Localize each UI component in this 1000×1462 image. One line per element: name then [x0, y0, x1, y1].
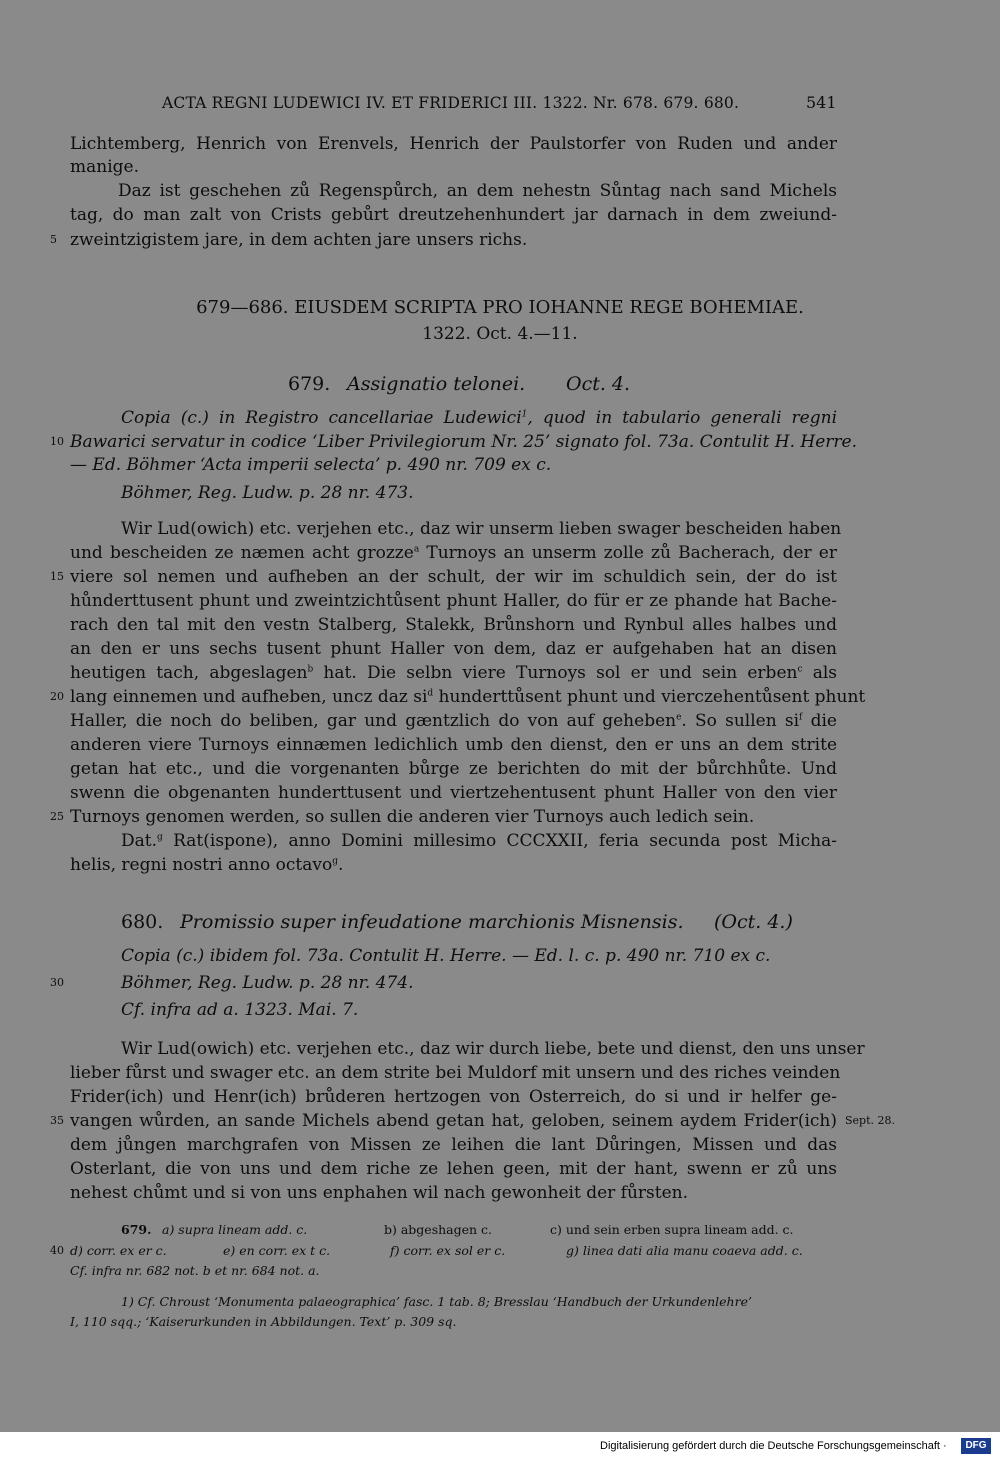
text-line: dem jůngen marchgrafen von Missen ze leihen die lant Důringen, Missen und das	[70, 1135, 837, 1155]
text-line: an den er uns sechs tusent phunt Haller von dem, daz er aufgehaben hat an disen	[70, 639, 837, 659]
text-line: lang einnemen und aufheben, uncz daz $si^d$ hunderttůsent phunt und vierczehentůsent phunt	[70, 687, 866, 707]
margin-date: Sept. 28.	[845, 1114, 895, 1127]
text-line: Frider(ich) und Henr(ich) brůderen hertzogen von Osterreich, do si und ir helfer ge-	[70, 1087, 837, 1107]
note-label: 679.	[121, 1222, 152, 1237]
doc-679-date: Oct. 4.	[566, 373, 631, 395]
text-line: tag, do man zalt von Crists gebůrt dreutzehenhundert jar darnach in dem zweiund-	[70, 205, 837, 225]
note: a) supra lineam add. c.	[162, 1222, 308, 1237]
source-line: Böhmer, Reg. Ludw. p. 28 nr. 474.	[121, 973, 414, 993]
source-line: Böhmer, Reg. Ludw. p. 28 nr. 473.	[121, 483, 414, 503]
text-line: Lichtemberg, Henrich von Erenvels, Henrich der Paulstorfer von Ruden und ander	[70, 134, 837, 154]
note: c) und sein erben supra lineam add. c.	[550, 1222, 794, 1237]
doc-680-date: (Oct. 4.)	[714, 911, 793, 933]
text-line: nehest chůmt und si von uns enphahen wil nach gewonheit der fůrsten.	[70, 1183, 689, 1203]
line-number: 35	[50, 1114, 64, 1127]
text-line: anderen viere Turnoys einnæmen ledichlich umb den dienst, den er uns an dem strite	[70, 735, 837, 755]
text-line: hůnderttusent phunt und zweintzichtůsent phunt Haller, do für er ze phande hat Bache-	[70, 591, 837, 611]
line-number: 40	[50, 1244, 64, 1257]
footnote: 1) Cf. Chroust ‘Monumenta palaeographica’ fasc. 1 tab. 8; Bresslau ‘Handbuch der Urkundenlehre’	[121, 1294, 752, 1309]
doc-679-title: Assignatio telonei.	[347, 373, 526, 395]
running-title: ACTA REGNI LUDEWICI IV. ET FRIDERICI III. 1322. Nr. 678. 679. 680.	[162, 94, 740, 112]
text-line: getan hat etc., und die vorgenanten bůrge ze berichten do mit der bůrchhůte. Und	[70, 759, 837, 779]
line-number: 25	[50, 810, 64, 823]
note: g) linea dati alia manu coaeva add. c.	[566, 1243, 803, 1258]
text-line: Osterlant, die von uns und dem riche ze lehen geen, mit der hant, swenn er zů uns	[70, 1159, 837, 1179]
text-line: lieber fůrst und swager etc. an dem strite bei Muldorf mit unsern und des riches veinden	[70, 1063, 841, 1083]
line-number: 10	[50, 435, 64, 448]
text-line: heutigen tach, abgeslagen$^b$ hat. Die selbn viere Turnoys sol er und sein erben$^c$ als	[70, 663, 837, 683]
section-title: 679—686. EIUSDEM SCRIPTA PRO IOHANNE REGE BOHEMIAE.	[196, 297, 804, 318]
doc-680-number: 680.	[121, 911, 164, 933]
note: e) en corr. ex t c.	[223, 1243, 331, 1258]
text-line: zweintzigistem jare, in dem achten jare unsers richs.	[70, 230, 528, 250]
footnote: I, 110 sqq.; ‘Kaiserurkunden in Abbildungen. Text’ p. 309 sq.	[70, 1314, 457, 1329]
page-number: 541	[806, 93, 837, 112]
text-line: Wir Lud(owich) etc. verjehen etc., daz wir durch liebe, bete und dienst, den uns unser	[121, 1039, 865, 1059]
line-number: 30	[50, 976, 64, 989]
text-line: viere sol nemen und aufheben an der schult, der wir im schuldich sein, der do ist	[70, 567, 837, 587]
dfg-logo: DFG	[961, 1438, 991, 1454]
source-line: — Ed. Böhmer ‘Acta imperii selecta’ p. 490 nr. 709 ex c.	[70, 455, 552, 475]
source-line: Copia (c.) in Registro cancellariae Ludewici$^1$, quod in tabulario generali regni	[121, 408, 837, 428]
note: Cf. infra nr. 682 not. b et nr. 684 not. a.	[70, 1263, 320, 1278]
section-dates: 1322. Oct. 4.—11.	[422, 324, 578, 344]
doc-679-number: 679.	[288, 373, 331, 395]
text-line: und bescheiden ze næmen acht grozze$^a$ Turnoys an unserm zolle zů Bacherach, der er	[70, 543, 837, 563]
line-number: 20	[50, 690, 64, 703]
note: f) corr. ex sol er c.	[390, 1243, 506, 1258]
doc-680-title: Promissio super infeudatione marchionis Misnensis.	[180, 911, 684, 933]
text-line: Daz ist geschehen zů Regenspůrch, an dem nehestn Sůntag nach sand Michels	[118, 181, 837, 201]
text-line: Wir Lud(owich) etc. verjehen etc., daz wir unserm lieben swager bescheiden haben	[121, 519, 842, 539]
text-line: manige.	[70, 157, 139, 177]
text-line: Haller, die noch do beliben, gar und gæntzlich do von auf geheben$^e$. So sullen $si^f$ die	[70, 711, 837, 731]
source-line: Copia (c.) ibidem fol. 73a. Contulit H. Herre. — Ed. l. c. p. 490 nr. 710 ex c.	[121, 946, 771, 966]
text-line: Dat.$^g$ Rat(ispone), anno Domini millesimo CCCXXII, feria secunda post Micha-	[121, 831, 837, 851]
note: b) abgeshagen c.	[384, 1222, 493, 1237]
text-line: Turnoys genomen werden, so sullen die anderen vier Turnoys auch ledich sein.	[70, 807, 755, 827]
text-line: swenn die obgenanten hunderttusent und viertzehentusent phunt Haller von den vier	[70, 783, 837, 803]
text-line: rach den tal mit den vestn Stalberg, Stalekk, Brůnshorn und Rynbul alles halbes und	[70, 615, 837, 635]
note: d) corr. ex er c.	[70, 1243, 167, 1258]
footer-credit: Digitalisierung gefördert durch die Deutsche Forschungsgemeinschaft ·	[600, 1440, 947, 1452]
source-line: Bawarici servatur in codice ‘Liber Privilegiorum Nr. 25’ signato fol. 73a. Contulit H. Herre.	[70, 432, 857, 452]
line-number: 5	[50, 233, 57, 246]
text-line: helis, regni nostri anno octavo$^g$.	[70, 855, 344, 875]
line-number: 15	[50, 570, 64, 583]
text-line: vangen wůrden, an sande Michels abend getan hat, geloben, seinem aydem Frider(ich)	[70, 1111, 837, 1131]
source-line: Cf. infra ad a. 1323. Mai. 7.	[121, 1000, 359, 1020]
